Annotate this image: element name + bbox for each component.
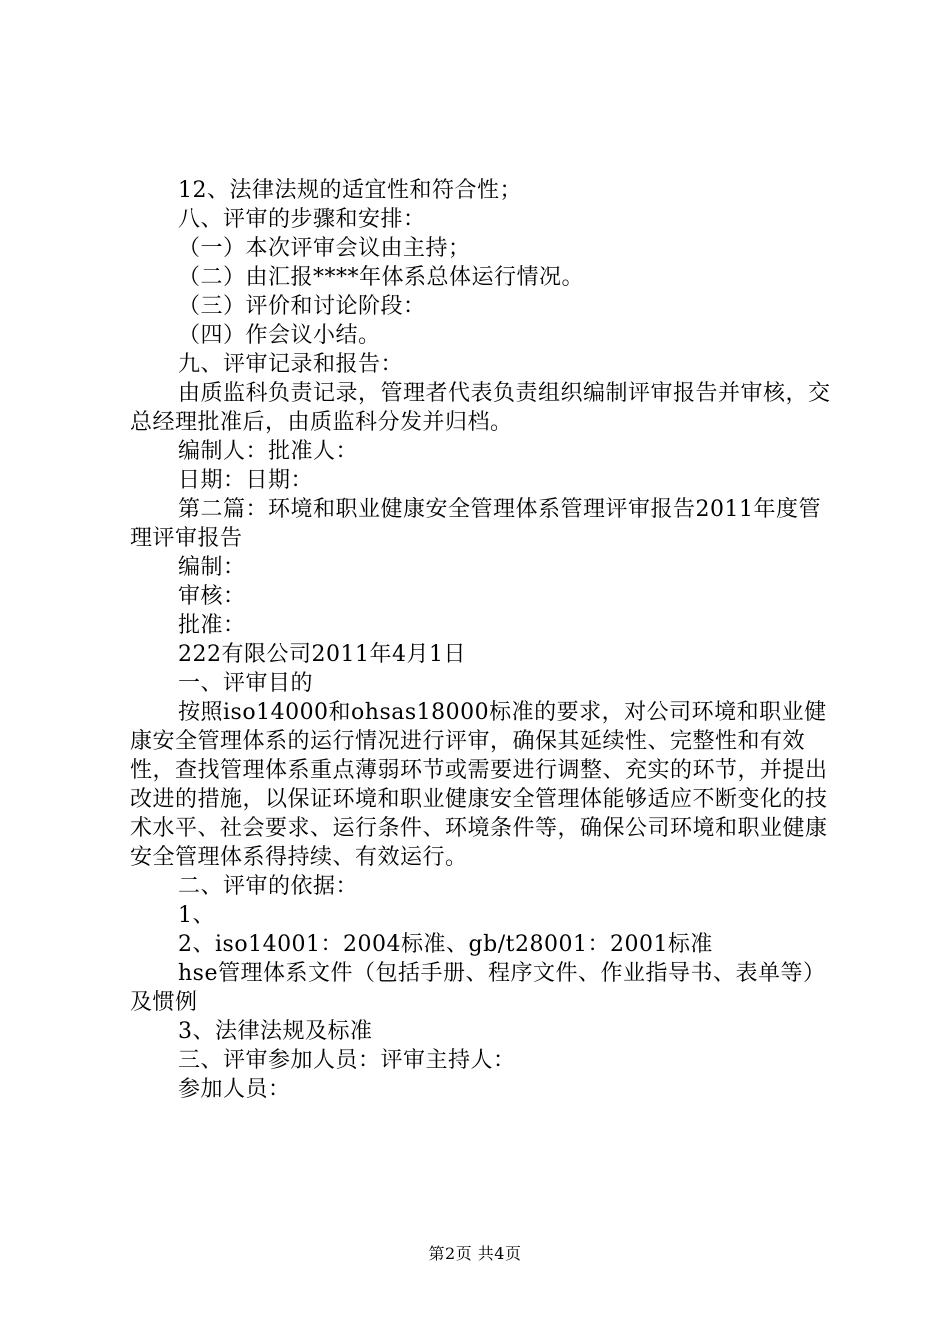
list-item-step-2: （二）由汇报****年体系总体运行情况。	[178, 265, 585, 290]
field-prepared-by: 编制：	[178, 555, 246, 580]
section-heading-purpose: 一、评审目的	[178, 671, 314, 696]
paragraph-purpose: 按照iso14000和ohsas18000标准的要求，对公司环境和职业健康安全管理体系的运行情况进行评审，确保其延续性、完整性和有效性，查找管理体系重点薄弱环节或需要进行调整、充实的环节，并提出改进的措施，以保证环境和职业健康安全管理体能够适应不断变化的技术水平、社会要求、运行条件、环境条件等，确保公司环境和职业健康安全管理体系得持续、有效运行。	[130, 700, 828, 870]
paragraph-records: 由质监科负责记录，管理者代表负责组织编制评审报告并审核，交总经理批准后，由质监科分发并归档。	[130, 381, 831, 435]
list-item-step-4: （四）作会议小结。	[178, 323, 381, 348]
list-item-step-1: （一）本次评审会议由主持；	[178, 236, 471, 261]
list-item-basis-2: 2、iso14001：2004标准、gb/t28001：2001标准	[178, 932, 713, 957]
paragraph-hse-docs: hse管理体系文件（包括手册、程序文件、作业指导书、表单等）及惯例	[130, 961, 826, 1015]
section-heading-participants: 三、评审参加人员：评审主持人：	[178, 1048, 516, 1073]
list-item-basis-1: 1、	[178, 903, 215, 928]
paragraph-item-12: 12、法律法规的适宜性和符合性；	[178, 178, 522, 203]
company-date-line: 222有限公司2011年4月1日	[178, 642, 466, 667]
section-heading-records: 九、评审记录和报告：	[178, 352, 404, 377]
field-participants: 参加人员：	[178, 1077, 291, 1102]
page-footer: 第2页 共4页	[428, 1244, 522, 1263]
section-heading-steps: 八、评审的步骤和安排：	[178, 207, 426, 232]
signature-line-date: 日期：日期：	[178, 468, 314, 493]
chapter-title: 第二篇：环境和职业健康安全管理体系管理评审报告2011年度管理评审报告	[130, 497, 821, 551]
section-heading-basis: 二、评审的依据：	[178, 874, 359, 899]
document-body	[130, 176, 832, 1104]
list-item-step-3: （三）评价和讨论阶段：	[178, 294, 426, 319]
signature-line-preparer: 编制人：批准人：	[178, 439, 359, 464]
field-reviewed-by: 审核：	[178, 584, 246, 609]
field-approved-by: 批准：	[178, 613, 246, 638]
list-item-basis-3: 3、法律法规及标准	[178, 1019, 373, 1044]
